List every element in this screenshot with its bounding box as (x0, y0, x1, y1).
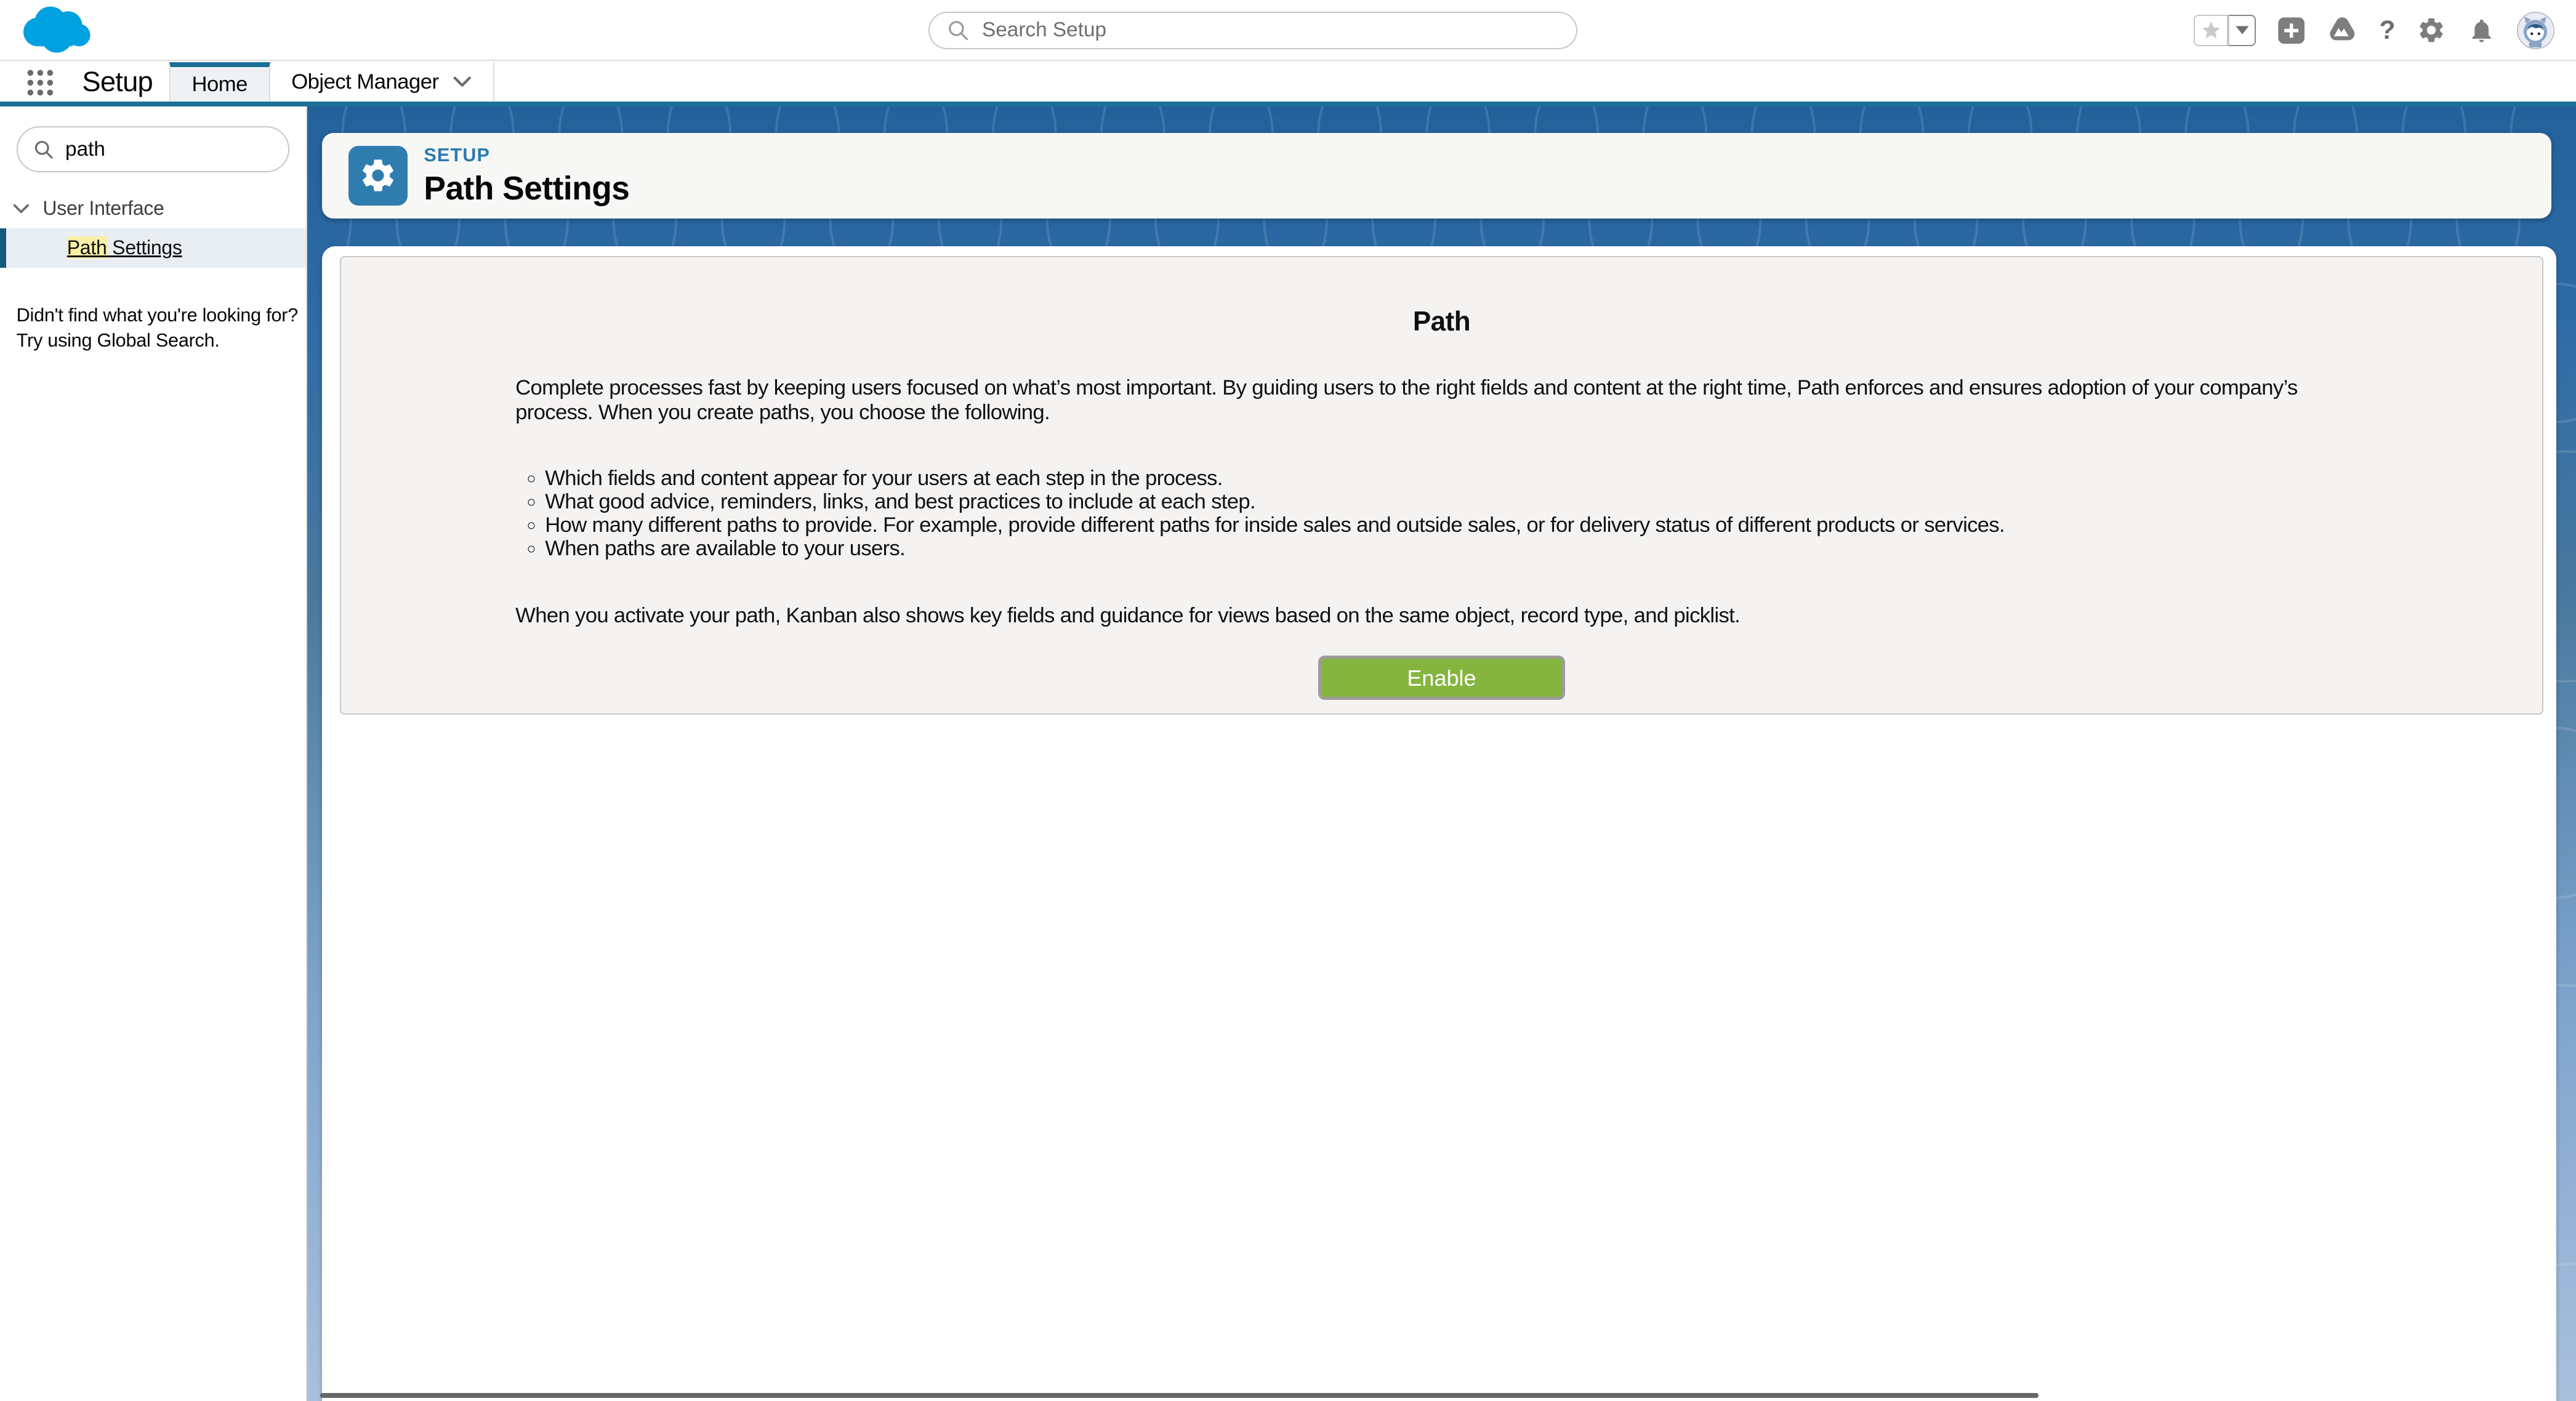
enable-button[interactable]: Enable (1318, 656, 1564, 700)
help-line-1: Didn't find what you're looking for? (16, 303, 299, 326)
page-header-text (424, 144, 629, 207)
card-note-paragraph: When you activate your path, Kanban also shows key fields and guidance for views based on the same object, record type, and picklist. (515, 604, 1741, 628)
astro-avatar-icon (2518, 13, 2553, 47)
global-search-box (928, 12, 1577, 49)
help-line-2: Try using Global Search. (16, 329, 220, 351)
bullet-item: ◦ Which fields and content appear for your users at each step in the process. (545, 467, 2368, 491)
star-icon (2200, 20, 2222, 41)
setup-gear-tile (348, 146, 408, 205)
quick-find-box (17, 126, 289, 172)
search-icon (34, 140, 54, 159)
user-avatar[interactable] (2517, 12, 2554, 49)
app-name: Setup (82, 65, 153, 97)
main-panel (322, 246, 2556, 1401)
tab-object-manager[interactable] (270, 62, 494, 102)
bullet-item: ◦ When paths are available to your users. (545, 537, 2368, 561)
card-title: Path (1412, 307, 1471, 337)
tab-home-label: Home (191, 72, 248, 96)
favorites-group (2194, 15, 2256, 46)
sidebar-help-text (17, 302, 302, 353)
caret-down-icon (2235, 25, 2250, 35)
tab-object-manager-label: Object Manager (291, 70, 439, 94)
tree-group-label: User Interface (42, 197, 164, 220)
tab-home[interactable] (169, 62, 270, 102)
search-highlight: Path (66, 236, 107, 259)
favorites-dropdown-button[interactable] (2228, 15, 2256, 46)
setup-nav-bar (0, 62, 2576, 102)
bullet-item: ◦ How many different paths to provide. For example, provide different paths for inside sales and outside sales, or for delivery status of different products or services. (545, 514, 2368, 537)
quick-add-button[interactable] (2277, 12, 2305, 49)
main-content-region (307, 106, 2576, 1401)
nav-accent-border (0, 102, 2576, 106)
favorites-star-button[interactable] (2194, 15, 2228, 46)
enable-button-row (341, 656, 2542, 700)
plus-icon (2277, 17, 2305, 44)
setup-sidebar (0, 106, 307, 1401)
salesforce-logo (17, 5, 94, 56)
app-launcher-waffle-icon[interactable] (25, 67, 56, 98)
sidebar-item-path-settings[interactable] (0, 228, 307, 268)
header-actions (2194, 0, 2554, 61)
horizontal-scrollbar[interactable] (320, 1393, 2039, 1398)
global-header (0, 0, 2576, 61)
bell-icon (2468, 17, 2495, 44)
chevron-down-icon (453, 76, 471, 88)
page-title: Path Settings (424, 170, 630, 207)
help-icon: ? (2379, 15, 2396, 45)
help-button[interactable] (2379, 12, 2395, 49)
path-settings-link[interactable] (67, 236, 182, 259)
page-header-card (322, 133, 2551, 219)
setup-button[interactable] (2417, 12, 2446, 49)
chevron-down-icon (13, 204, 30, 214)
notifications-button[interactable] (2468, 12, 2495, 49)
trailhead-help-button[interactable] (2327, 12, 2358, 49)
nav-tabs (169, 62, 494, 102)
path-intro-card (340, 256, 2543, 714)
breadcrumb-eyebrow: SETUP (424, 144, 490, 166)
tree-group-user-interface[interactable] (13, 197, 164, 220)
link-rest: Settings (107, 236, 182, 259)
gear-icon (358, 156, 398, 195)
global-search-input[interactable] (982, 18, 1576, 42)
trailhead-icon (2327, 15, 2358, 46)
search-icon (948, 20, 969, 41)
card-intro-paragraph: Complete processes fast by keeping users focused on what’s most important. By guiding users to the right fields and content at the right time, Path enforces and ensures adoption of your company’s process. When you create paths, you choose the following. (515, 375, 2298, 424)
bullet-item: ◦ What good advice, reminders, links, and best practices to include at each step. (545, 491, 2368, 514)
card-bullet-list (515, 467, 2368, 561)
quick-find-input[interactable] (65, 138, 262, 161)
gear-icon (2417, 15, 2446, 45)
